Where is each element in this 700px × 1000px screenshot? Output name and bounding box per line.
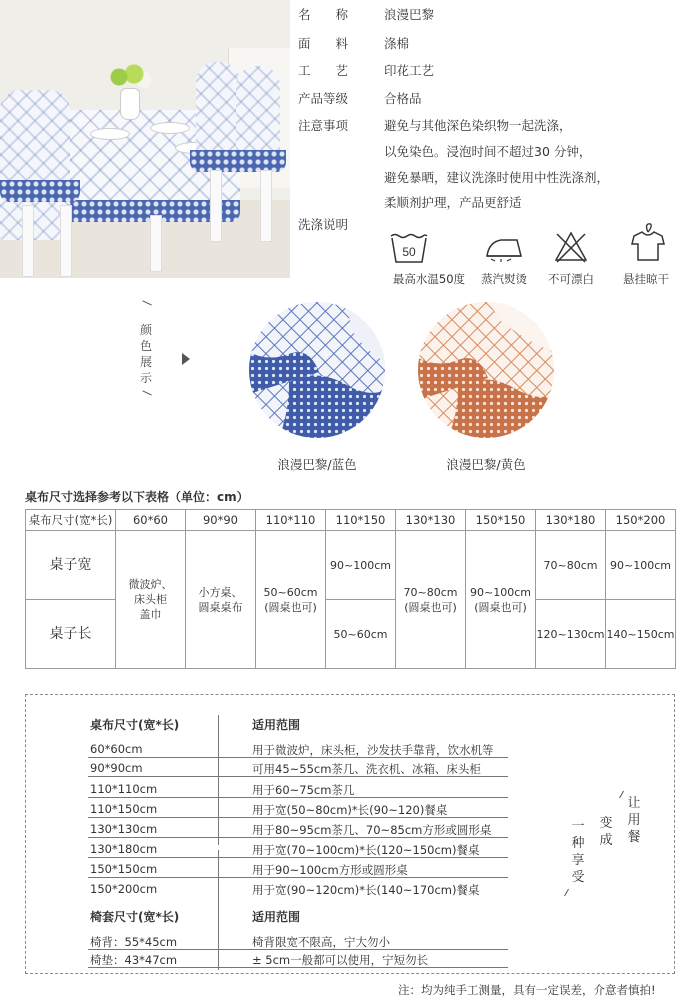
spec-value-fabric: 涤棉 — [384, 36, 410, 51]
size-col-header: 130*180 — [536, 510, 606, 531]
photo-chair — [196, 62, 240, 158]
photo-frill — [0, 180, 80, 202]
usage-scope: 用于微波炉，床头柜，沙发扶手靠背，饮水机等 — [252, 743, 494, 757]
photo-leg — [60, 205, 72, 277]
size-col-header: 150*150 — [466, 510, 536, 531]
care-label-bleach: 不可漂白 — [548, 272, 594, 286]
spec-value-name: 浪漫巴黎 — [384, 7, 435, 22]
usage-chair-scope: 椅背限宽不限高，宁大勿小 — [252, 935, 390, 949]
usage-size: 130*130cm — [90, 822, 158, 836]
spec-label-notice: 注意事项 — [298, 118, 349, 133]
usage-row-line — [88, 877, 508, 878]
usage-scope: 用于90~100cm方形或圆形桌 — [252, 863, 408, 877]
size-cell — [186, 531, 256, 669]
usage-scope: 可用45~55cm茶几、洗衣机、冰箱、床头柜 — [252, 762, 481, 776]
wash-temp-number: 50 — [402, 245, 416, 259]
spec-label-craft: 工 艺 — [298, 63, 349, 78]
photo-leg — [150, 215, 162, 272]
usage-divider — [218, 715, 219, 845]
usage-row-line — [88, 949, 508, 950]
size-cell-line: 床头柜 — [134, 593, 167, 606]
usage-size: 150*200cm — [90, 882, 158, 896]
size-cell-line: 微波炉、 — [128, 578, 173, 591]
swatch-label-blue: 浪漫巴黎/蓝色 — [277, 457, 357, 472]
usage-chair-scope: ± 5cm一般都可以使用，宁短勿长 — [252, 953, 429, 967]
size-cell-line: 70~80cm — [403, 585, 458, 599]
size-table-corner: 桌布尺寸(宽*长) — [26, 510, 116, 531]
size-col-header: 90*90 — [186, 510, 256, 531]
photo-leg — [260, 170, 272, 242]
usage-chair-size: 椅垫：43*47cm — [90, 953, 178, 967]
usage-chair-scope-header: 适用范围 — [252, 910, 301, 924]
care-label-dry: 悬挂晾干 — [623, 272, 669, 286]
spec-label-fabric: 面 料 — [298, 36, 349, 51]
care-label-iron: 蒸汽熨烫 — [481, 272, 527, 286]
usage-size: 90*90cm — [90, 761, 143, 775]
notice-line: 柔顺剂护理，产品更舒适 — [384, 195, 522, 210]
size-cell: 90~100cm — [326, 531, 396, 600]
steam-iron-icon — [483, 234, 525, 262]
play-arrow-icon — [181, 352, 191, 366]
usage-row-line — [88, 776, 508, 777]
usage-scope: 用于60~75cm茶几 — [252, 783, 355, 797]
usage-row-line — [88, 757, 508, 758]
size-table-caption: 桌布尺寸选择参考以下表格（单位：cm） — [25, 490, 249, 504]
usage-row-line — [88, 967, 508, 968]
photo-plate — [90, 128, 130, 140]
photo-leg — [210, 170, 222, 242]
usage-row-line — [88, 837, 508, 838]
usage-scope: 用于80~95cm茶几、70~85cm方形或圆形桌 — [252, 823, 492, 837]
no-bleach-icon — [553, 230, 589, 264]
swatch-blue[interactable] — [249, 302, 385, 438]
size-cell: 120~130cm — [536, 600, 606, 669]
spec-value-notice: 避免与其他深色染织物一起洗涤， — [384, 118, 572, 133]
product-photo — [0, 0, 290, 278]
spec-label-name: 名 称 — [298, 7, 349, 22]
usage-size: 150*150cm — [90, 862, 158, 876]
size-cell — [466, 531, 536, 669]
size-col-header: 110*110 — [256, 510, 326, 531]
spec-value-craft: 印花工艺 — [384, 63, 435, 78]
photo-vase — [120, 88, 140, 120]
usage-divider — [218, 850, 219, 970]
decor-tick — [138, 300, 152, 314]
usage-size: 110*150cm — [90, 802, 158, 816]
size-col-header: 110*150 — [326, 510, 396, 531]
wash-title: 洗涤说明 — [298, 217, 349, 232]
swatch-yellow[interactable] — [418, 302, 554, 438]
usage-scope: 用于宽(50~80cm)*长(90~120)餐桌 — [252, 803, 448, 817]
usage-scope: 用于宽(90~120cm)*长(140~170cm)餐桌 — [252, 883, 480, 897]
size-cell-line: 小方桌、 — [198, 585, 243, 599]
usage-chair-header: 椅套尺寸(宽*长) — [90, 910, 180, 924]
slogan-line-2: 变成 — [599, 816, 613, 848]
spec-value-grade: 合格品 — [384, 91, 422, 106]
wash-50-icon — [389, 232, 429, 264]
decor-tick — [138, 390, 152, 404]
size-cell-line: 90~100cm — [470, 585, 531, 599]
usage-row-line — [88, 797, 508, 798]
swatch-label-yellow: 浪漫巴黎/黄色 — [446, 457, 526, 472]
size-cell-line: 盖巾 — [139, 608, 162, 621]
usage-size: 130*180cm — [90, 842, 158, 856]
size-cell — [396, 531, 466, 669]
photo-frill — [190, 150, 286, 172]
size-cell: 140~150cm — [606, 600, 676, 669]
size-cell: 70~80cm — [536, 531, 606, 600]
size-cell-line: (圆桌也可) — [264, 600, 317, 614]
care-label-wash: 最高水温50度 — [392, 272, 466, 286]
size-table — [25, 509, 676, 669]
usage-scope: 用于宽(70~100cm)*长(120~150cm)餐桌 — [252, 843, 480, 857]
usage-chair-size: 椅背：55*45cm — [90, 935, 178, 949]
slogan-line-3: 一种享受 — [571, 819, 585, 885]
notice-line: 以免染色。浸泡时间不超过30 分钟， — [384, 144, 592, 159]
row-header-length: 桌子长 — [26, 600, 116, 669]
size-col-header: 150*200 — [606, 510, 676, 531]
spec-label-grade: 产品等级 — [298, 91, 349, 106]
notice-line: 避免暴晒，建议洗涤时使用中性洗涤剂， — [384, 170, 610, 185]
size-cell-line: (圆桌也可) — [404, 600, 457, 614]
photo-plate — [150, 122, 190, 134]
photo-leg — [22, 205, 34, 277]
footnote: 注：均为纯手工测量，具有一定误差，介意者慎拍! — [398, 983, 656, 997]
size-cell: 90~100cm — [606, 531, 676, 600]
usage-size: 110*110cm — [90, 782, 158, 796]
usage-size: 60*60cm — [90, 742, 143, 756]
size-cell-line: 圆桌桌布 — [198, 600, 243, 614]
hang-dry-icon — [628, 222, 668, 264]
size-cell: 50~60cm — [326, 600, 396, 669]
size-cell-line: 50~60cm — [263, 585, 318, 599]
size-cell — [116, 531, 186, 669]
usage-cloth-header: 桌布尺寸(宽*长) — [90, 718, 180, 732]
usage-row-line — [88, 817, 508, 818]
usage-scope-header: 适用范围 — [252, 718, 301, 732]
slogan-line-1: 让用餐 — [627, 796, 641, 845]
size-col-header: 130*130 — [396, 510, 466, 531]
size-cell-line: (圆桌也可) — [474, 600, 527, 614]
usage-row-line — [88, 857, 508, 858]
color-section-title: 颜色展示 — [139, 323, 152, 385]
size-col-header: 60*60 — [116, 510, 186, 531]
row-header-width: 桌子宽 — [26, 531, 116, 600]
size-cell — [256, 531, 326, 669]
